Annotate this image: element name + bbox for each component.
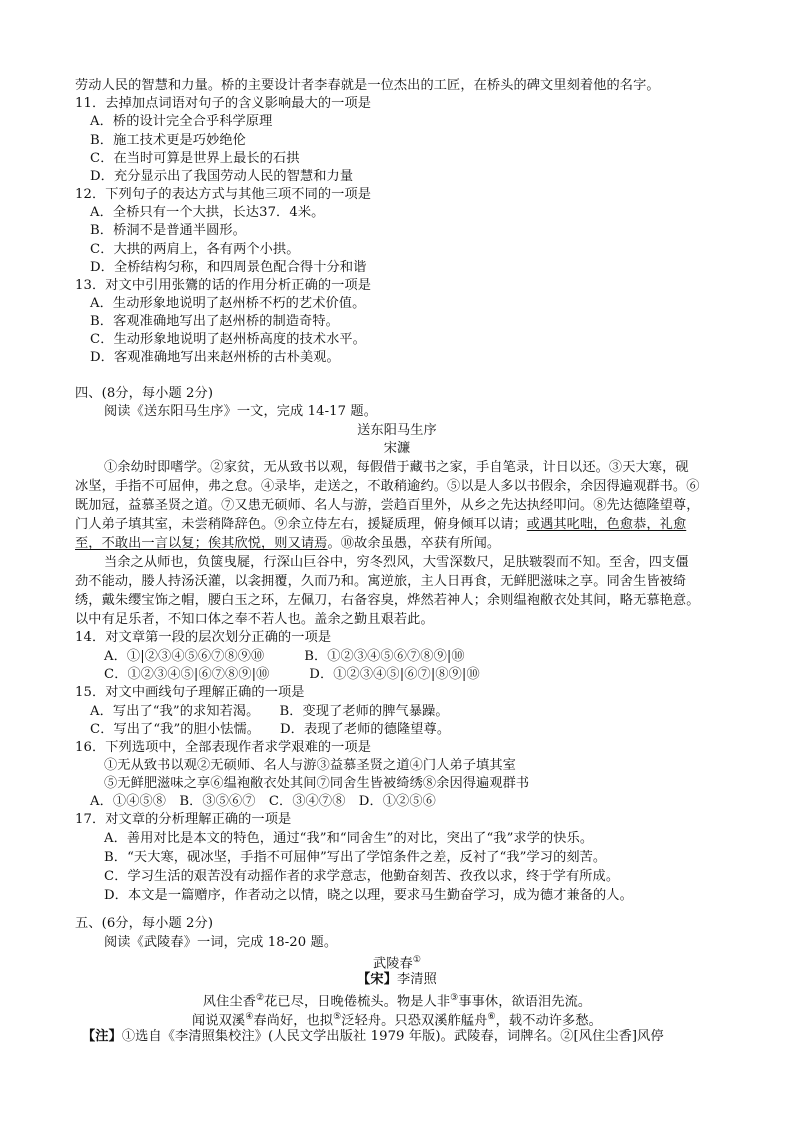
- q17-option-b: B．“天大寒，砚冰坚，手指不可屈伸”写出了学馆条件之差，反衬了“我”学习的刻苦。: [104, 850, 607, 865]
- p1-line-4: [75, 516, 686, 533]
- passage-author: 宋濂: [383, 441, 411, 456]
- poem-author: [0, 971, 794, 988]
- q15-options-cd: C．写出了“我”的胆小怯懦。 D．表现了老师的德隆望尊。: [90, 722, 451, 737]
- q11-option-c: C．在当时可算是世界上最长的石拱: [90, 151, 300, 166]
- q15-options-ab: A．写出了“我”的求知若渴。 B．变现了老师的脾气暴躁。: [90, 704, 449, 719]
- note-mark-2: ②: [255, 993, 265, 1003]
- q16-options: A．①④⑤⑧ B．③⑤⑥⑦ C．③④⑦⑧ D．①②⑤⑥: [90, 794, 436, 809]
- passage-title: 送东阳马生序: [357, 423, 437, 438]
- q11-stem: 11．去掉加点词语对句子的含义影响最大的一项是: [75, 96, 372, 111]
- q11-option-a: A．桥的设计完全合乎科学原理: [90, 114, 273, 129]
- p1-line-5: [75, 535, 500, 552]
- poem-l2-c: 泛轻舟。只恐双溪舴艋舟: [341, 1013, 488, 1029]
- q13-stem: 13．对文中引用张鷟的话的作用分析正确的一项是: [75, 278, 372, 293]
- poem-l2-a: 闻说双溪: [192, 1013, 246, 1029]
- q13-option-b: B．客观准确地写出了赵州桥的制造奇特。: [90, 314, 339, 329]
- q14-stem: 14．对文章第一段的层次划分正确的一项是: [75, 630, 332, 645]
- poem-title: [0, 952, 794, 972]
- q12-stem: 12．下列句子的表达方式与其他三项不同的一项是: [75, 187, 372, 202]
- p1-line-4-text: 门人弟子填其室，未尝稍降辞色。⑨余立侍左右，援疑质理，俯身倾耳以请；: [75, 517, 527, 532]
- poem-title-note: ①: [412, 955, 422, 965]
- q12-option-d: D．全桥结构匀称，和四周景色配合得十分和谐: [90, 260, 367, 275]
- q12-option-a: A．全桥只有一个大拱，长达37．4米。: [90, 205, 325, 220]
- poem-l1-c: 事事休，欲语泪先流。: [458, 994, 592, 1010]
- poem-author-name: 李清照: [397, 972, 437, 987]
- intro-line: 劳动人民的智慧和力量。桥的主要设计者李春就是一位杰出的工匠，在桥头的碑文里刻着他的名字。: [75, 78, 660, 93]
- q17-option-d: D．本文是一篇赠序，作者动之以情，晓之以理，要求马生勤奋学习，成为德才兼备的人。: [104, 888, 633, 903]
- q16-items-1: ①无从致书以观②无硕师、名人与游③益慕圣贤之道④门人弟子填其室: [104, 758, 516, 773]
- p2-line-1: 当余之从师也，负箧曳屣，行深山巨谷中，穷冬烈风，大雪深数尺，足肤皲裂而不知。至舍，四支僵: [104, 555, 689, 570]
- notes-label: 【注】: [82, 1029, 122, 1044]
- q17-stem: 17．对文章的分析理解正确的一项是: [75, 812, 292, 827]
- q13-option-d: D．客观准确地写出来赵州桥的古朴美观。: [90, 350, 340, 365]
- poem-title-text: 武陵春: [372, 956, 413, 972]
- q13-option-a: A．生动形象地说明了赵州桥不朽的艺术价值。: [90, 296, 366, 311]
- poem-l1-b: 花已尽，日晚倦梳头。物是人非: [264, 994, 451, 1010]
- p1-line-5-text: 。⑩故余虽愚，卒获有所闻。: [327, 536, 501, 551]
- poem-dynasty: 【宋】: [357, 972, 397, 987]
- q13-option-c: C．生动形象地说明了赵州桥高度的技术水平。: [90, 332, 366, 347]
- q17-option-a: A．善用对比是本文的特色，通过“我”和“同舍生”的对比，突出了“我”求学的快乐。: [104, 831, 594, 846]
- poem-l2-d: ，载不动许多愁。: [495, 1013, 602, 1029]
- q17-option-c: C．学习生活的艰苦没有动摇作者的求学意志，他勤奋刻苦、孜孜以求，终于学有所成。: [104, 869, 620, 884]
- poem-line-1: [0, 990, 794, 1010]
- p2-line-2: 劲不能动，媵人持汤沃灌，以衾拥覆，久而乃和。寓逆旅，主人日再食，无鲜肥滋味之享。同舍生皆被绮: [75, 574, 687, 589]
- note-mark-3: ③: [450, 993, 459, 1003]
- underlined-sentence-part-1: 或遇其叱咄，色愈恭，礼愈: [526, 517, 687, 532]
- note-mark-5: ⑤: [333, 1012, 342, 1022]
- section4-header: 四、(8分，每小题 2分): [75, 386, 214, 401]
- p2-line-4: 以中有足乐者，不知口体之奉不若人也。盖余之勤且艰若此。: [75, 612, 434, 627]
- poem-notes: [82, 1028, 664, 1045]
- q12-option-c: C．大拱的两肩上，各有两个小拱。: [90, 242, 300, 257]
- p1-line-3: 既加冠，益慕圣贤之道。⑦又患无硕师、名人与游，尝趋百里外，从乡之先达执经叩问。⑧先达德隆望尊，: [75, 498, 700, 513]
- q16-items-2: ⑤无鲜肥滋味之享⑥缊袍敝衣处其间⑦同舍生皆被绮绣⑧余因得遍观群书: [104, 776, 530, 791]
- p1-line-2: 冰坚，手指不可屈伸，弗之怠。④录毕，走送之，不敢稍逾约。⑤以是人多以书假余，余因得遍观群书。⑥: [75, 479, 700, 494]
- p1-line-1: ①余幼时即嗜学。②家贫，无从致书以观，每假借于藏书之家，手自笔录，计日以还。③天大寒，砚: [104, 460, 689, 475]
- notes-text: ①选自《李清照集校注》(人民文学出版社 1979 年版)。武陵春，词牌名。②[风住尘香]风停: [121, 1029, 664, 1044]
- section5-instruction: 阅读《武陵春》一词，完成 18-20 题。: [104, 935, 338, 950]
- q14-options-cd: C．①②③④⑤|⑥⑦⑧⑨|⑩ D．①②③④⑤|⑥⑦|⑧⑨|⑩: [104, 667, 480, 682]
- p2-line-3: 绣，戴朱缨宝饰之帽，腰白玉之环，左佩刀，右备容臭，烨然若神人；余则缊袍敝衣处其间，略无慕艳意。: [75, 593, 700, 608]
- q14-options-ab: A．①|②③④⑤⑥⑦⑧⑨⑩ B．①②③④⑤⑥⑦⑧⑨|⑩: [104, 649, 465, 664]
- note-mark-4: ④: [245, 1012, 254, 1022]
- poem-l2-b: 春尚好，也拟: [253, 1013, 334, 1029]
- q11-option-d: D．充分显示出了我国劳动人民的智慧和力量: [90, 169, 354, 184]
- section4-instruction: 阅读《送东阳马生序》一文，完成 14-17 题。: [104, 404, 377, 419]
- underlined-sentence-part-2: 至，不敢出一言以复；俟其欣悦，则又请焉: [75, 536, 328, 551]
- poem-line-2: [0, 1009, 794, 1029]
- q12-option-b: B．桥洞不是普通半圆形。: [90, 223, 246, 238]
- poem-l1-a: 风住尘香: [202, 994, 256, 1010]
- q15-stem: 15．对文中画线句子理解正确的一项是: [75, 685, 305, 700]
- q11-option-b: B．施工技术更是巧妙绝伦: [90, 133, 246, 148]
- section5-header: 五、(6分，每小题 2分): [75, 916, 214, 931]
- q16-stem: 16．下列选项中，全部表现作者求学艰难的一项是: [75, 740, 372, 755]
- note-mark-6: ⑥: [487, 1012, 496, 1022]
